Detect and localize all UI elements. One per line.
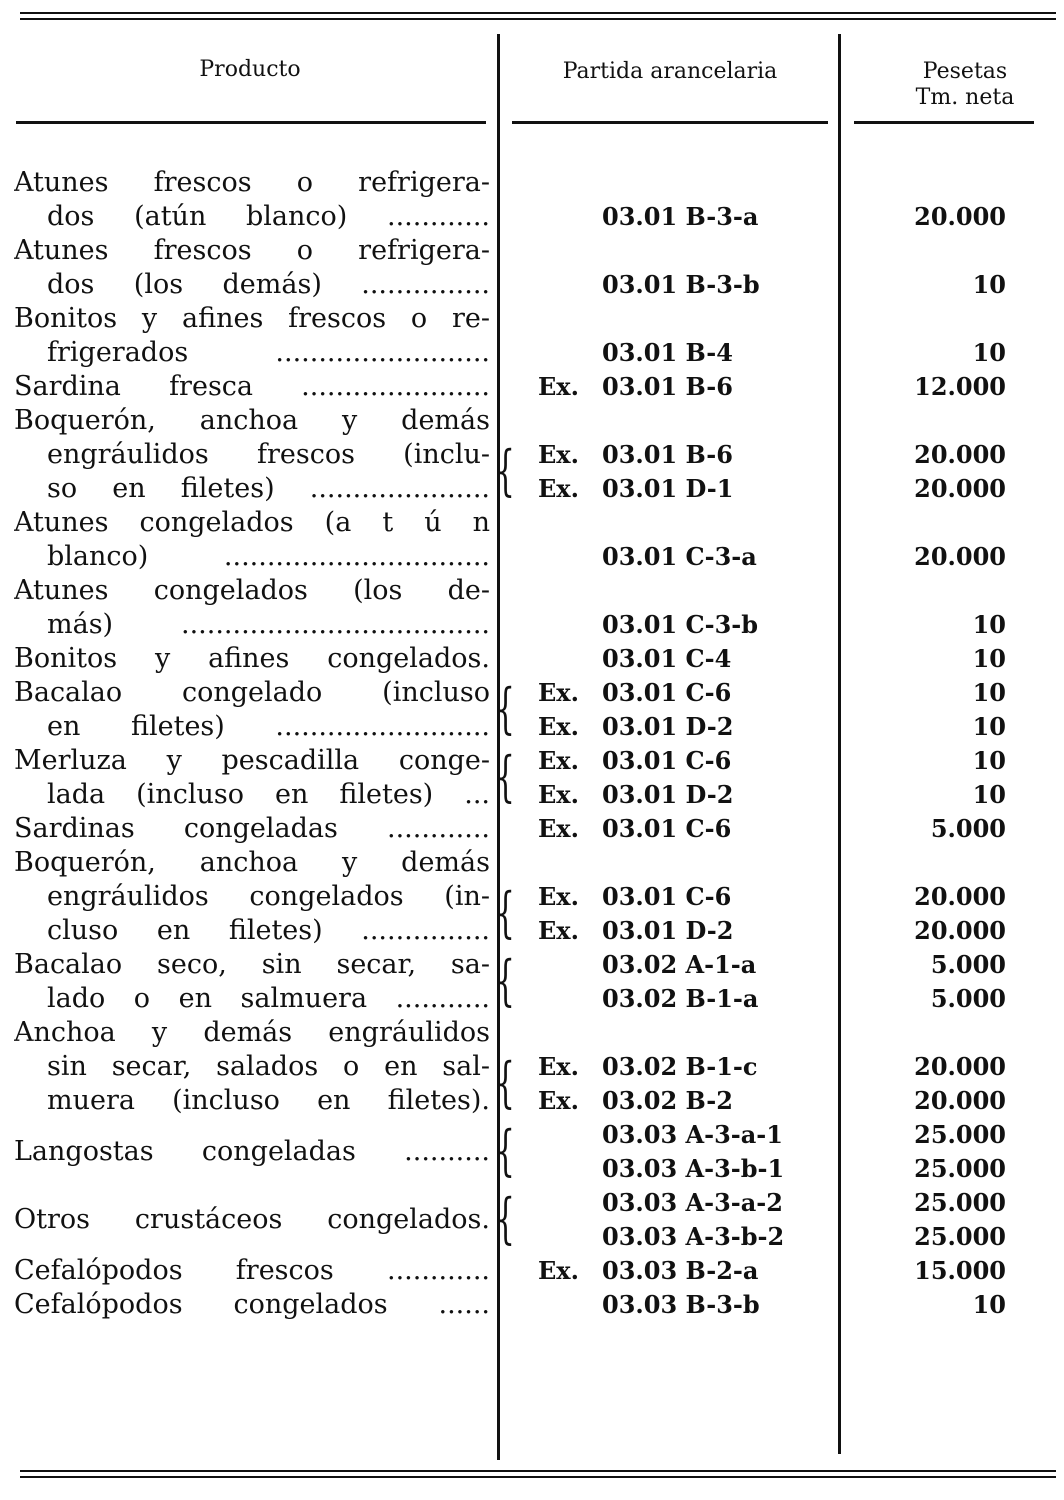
tariff-code xyxy=(538,914,828,948)
product-line: cluso en filetes) ............... xyxy=(47,915,490,946)
header-producto: Producto xyxy=(199,57,301,82)
tariff-code xyxy=(538,1254,828,1288)
product-cell xyxy=(14,370,490,404)
product-cell xyxy=(14,506,490,574)
product-line: Otros crustáceos congelados. xyxy=(14,1204,490,1235)
product-cell xyxy=(14,574,490,642)
product-line: Cefalópodos congelados ...... xyxy=(14,1289,490,1320)
tariff-number: 03.01 C-6 xyxy=(602,882,732,911)
tariff-number: 03.01 B-3-b xyxy=(602,270,760,299)
tariff-code xyxy=(538,812,828,846)
pesetas-value: 10 xyxy=(972,1290,1006,1319)
tariff-number: 03.03 B-2-a xyxy=(602,1256,759,1285)
header-pesetas-1: Pesetas xyxy=(922,59,1008,84)
tariff-code xyxy=(538,880,828,914)
pesetas-value: 20.000 xyxy=(914,1086,1006,1115)
product-cell xyxy=(14,1288,490,1322)
product-line: Atunes congelados (a t ú n xyxy=(14,507,490,538)
product-cell xyxy=(14,302,490,370)
product-line: frigerados ......................... xyxy=(47,337,490,368)
tariff-number: 03.01 C-6 xyxy=(602,814,732,843)
product-line: más) .................................... xyxy=(47,609,490,640)
tariff-code xyxy=(538,642,828,676)
product-line: Boquerón, anchoa y demás xyxy=(14,405,490,436)
tariff-number: 03.01 C-4 xyxy=(602,644,732,673)
product-line: Langostas congeladas .......... xyxy=(14,1136,490,1167)
pesetas-value: 25.000 xyxy=(914,1154,1006,1183)
brace-glyph: { xyxy=(496,1119,515,1182)
product-line: Cefalópodos frescos ............ xyxy=(14,1255,490,1286)
product-line: Bacalao seco, sin secar, sa- xyxy=(14,949,490,980)
tariff-code xyxy=(538,744,828,778)
header-underline-partida xyxy=(512,121,828,124)
brace-glyph: { xyxy=(496,949,515,1012)
ex-prefix: Ex. xyxy=(538,746,579,775)
ex-prefix: Ex. xyxy=(538,814,579,843)
tariff-code xyxy=(538,540,828,574)
tariff-number: 03.01 D-1 xyxy=(602,474,734,503)
pesetas-value: 5.000 xyxy=(930,950,1006,979)
tariff-number: 03.03 B-3-b xyxy=(602,1290,760,1319)
pesetas-value: 10 xyxy=(972,746,1006,775)
tariff-code xyxy=(538,982,828,1016)
pesetas-value: 20.000 xyxy=(914,474,1006,503)
tariff-number: 03.01 C-3-a xyxy=(602,542,757,571)
tariff-number: 03.03 A-3-b-1 xyxy=(602,1154,785,1183)
product-line: Anchoa y demás engráulidos xyxy=(14,1017,490,1048)
header-underline-producto xyxy=(16,121,486,124)
pesetas-value: 10 xyxy=(972,338,1006,367)
tariff-code xyxy=(538,1050,828,1084)
ex-prefix: Ex. xyxy=(538,780,579,809)
ex-prefix: Ex. xyxy=(538,678,579,707)
ex-prefix: Ex. xyxy=(538,372,579,401)
tariff-number: 03.02 A-1-a xyxy=(602,950,757,979)
product-line: Sardina fresca ...................... xyxy=(14,371,490,402)
brace-glyph: { xyxy=(496,881,515,944)
header-underline-pesetas xyxy=(854,121,1034,124)
tariff-code xyxy=(538,778,828,812)
tariff-number: 03.01 B-4 xyxy=(602,338,733,367)
tariff-code xyxy=(538,1220,828,1254)
tariff-code xyxy=(538,268,828,302)
tariff-number: 03.01 C-6 xyxy=(602,746,732,775)
pesetas-value: 10 xyxy=(972,610,1006,639)
product-line: so en filetes) ..................... xyxy=(47,473,490,504)
product-line: Bonitos y afines congelados. xyxy=(14,643,490,674)
product-line: Boquerón, anchoa y demás xyxy=(14,847,490,878)
pesetas-value: 5.000 xyxy=(930,814,1006,843)
product-line: lado o en salmuera ........... xyxy=(47,983,490,1014)
pesetas-value: 20.000 xyxy=(914,542,1006,571)
tariff-number: 03.01 B-6 xyxy=(602,372,733,401)
product-cell xyxy=(14,676,490,744)
pesetas-value: 15.000 xyxy=(914,1256,1006,1285)
ex-prefix: Ex. xyxy=(538,916,579,945)
ex-prefix: Ex. xyxy=(538,474,579,503)
brace-glyph: { xyxy=(496,677,515,740)
tariff-code xyxy=(538,1152,828,1186)
product-cell xyxy=(14,1203,490,1237)
tariff-code xyxy=(538,438,828,472)
tariff-code xyxy=(538,1118,828,1152)
product-line: sin secar, salados o en sal- xyxy=(47,1051,490,1082)
brace-glyph: { xyxy=(496,439,515,502)
ex-prefix: Ex. xyxy=(538,712,579,741)
product-cell xyxy=(14,642,490,676)
pesetas-value: 25.000 xyxy=(914,1188,1006,1217)
tariff-number: 03.01 D-2 xyxy=(602,712,734,741)
tariff-number: 03.01 C-3-b xyxy=(602,610,759,639)
pesetas-value: 10 xyxy=(972,644,1006,673)
product-line: en filetes) ......................... xyxy=(47,711,490,742)
pesetas-value: 25.000 xyxy=(914,1222,1006,1251)
pesetas-value: 10 xyxy=(972,270,1006,299)
product-line: engráulidos frescos (inclu- xyxy=(47,439,490,470)
tariff-code xyxy=(538,336,828,370)
tariff-code xyxy=(538,676,828,710)
tariff-code xyxy=(538,710,828,744)
pesetas-value: 20.000 xyxy=(914,1052,1006,1081)
product-cell xyxy=(14,404,490,506)
product-line: Bonitos y afines frescos o re- xyxy=(14,303,490,334)
pesetas-value: 20.000 xyxy=(914,916,1006,945)
tariff-number: 03.02 B-1-c xyxy=(602,1052,758,1081)
pesetas-value: 20.000 xyxy=(914,882,1006,911)
bottom-rule-2 xyxy=(20,1476,1056,1478)
product-line: dos (los demás) ............... xyxy=(47,269,490,300)
product-line: Atunes frescos o refrigera- xyxy=(14,235,490,266)
product-cell xyxy=(14,1254,490,1288)
product-line: Atunes congelados (los de- xyxy=(14,575,490,606)
tariff-code xyxy=(538,370,828,404)
product-cell xyxy=(14,812,490,846)
tariff-number: 03.02 B-1-a xyxy=(602,984,759,1013)
pesetas-value: 20.000 xyxy=(914,440,1006,469)
top-rule-2 xyxy=(20,18,1056,20)
pesetas-value: 5.000 xyxy=(930,984,1006,1013)
column-divider-right xyxy=(838,34,841,1454)
pesetas-value: 20.000 xyxy=(914,202,1006,231)
product-line: engráulidos congelados (in- xyxy=(47,881,490,912)
ex-prefix: Ex. xyxy=(538,440,579,469)
ex-prefix: Ex. xyxy=(538,1086,579,1115)
tariff-number: 03.01 B-6 xyxy=(602,440,733,469)
tariff-number: 03.02 B-2 xyxy=(602,1086,733,1115)
ex-prefix: Ex. xyxy=(538,882,579,911)
tariff-number: 03.01 C-6 xyxy=(602,678,732,707)
tariff-code xyxy=(538,608,828,642)
product-cell xyxy=(14,846,490,948)
product-cell xyxy=(14,166,490,234)
tariff-code xyxy=(538,1186,828,1220)
tariff-code xyxy=(538,948,828,982)
product-line: Bacalao congelado (incluso xyxy=(14,677,490,708)
pesetas-value: 10 xyxy=(972,678,1006,707)
product-line: Atunes frescos o refrigera- xyxy=(14,167,490,198)
top-rule xyxy=(20,12,1056,14)
header-pesetas-2: Tm. neta xyxy=(915,85,1015,110)
product-cell xyxy=(14,234,490,302)
ex-prefix: Ex. xyxy=(538,1052,579,1081)
product-line: dos (atún blanco) ............ xyxy=(47,201,490,232)
tariff-number: 03.03 A-3-a-2 xyxy=(602,1188,783,1217)
product-line: blanco) ............................... xyxy=(47,541,490,572)
product-line: muera (incluso en filetes). xyxy=(47,1085,490,1116)
tariff-number: 03.03 A-3-b-2 xyxy=(602,1222,785,1251)
tariff-code xyxy=(538,200,828,234)
product-cell xyxy=(14,1016,490,1118)
tariff-number: 03.01 D-2 xyxy=(602,780,734,809)
pesetas-value: 12.000 xyxy=(914,372,1006,401)
product-cell xyxy=(14,948,490,1016)
brace-glyph: { xyxy=(496,1187,515,1250)
product-cell xyxy=(14,1135,490,1169)
brace-glyph: { xyxy=(496,1051,515,1114)
brace-glyph: { xyxy=(496,745,515,808)
pesetas-value: 10 xyxy=(972,780,1006,809)
pesetas-value: 10 xyxy=(972,712,1006,741)
product-line: Merluza y pescadilla conge- xyxy=(14,745,490,776)
pesetas-value: 25.000 xyxy=(914,1120,1006,1149)
bottom-rule xyxy=(20,1470,1056,1472)
tariff-number: 03.01 B-3-a xyxy=(602,202,759,231)
product-cell xyxy=(14,744,490,812)
product-line: lada (incluso en filetes) ... xyxy=(47,779,490,810)
tariff-code xyxy=(538,472,828,506)
tariff-number: 03.03 A-3-a-1 xyxy=(602,1120,783,1149)
tariff-code xyxy=(538,1084,828,1118)
tariff-number: 03.01 D-2 xyxy=(602,916,734,945)
ex-prefix: Ex. xyxy=(538,1256,579,1285)
tariff-code xyxy=(538,1288,828,1322)
product-line: Sardinas congeladas ............ xyxy=(14,813,490,844)
header-partida: Partida arancelaria xyxy=(562,59,778,84)
